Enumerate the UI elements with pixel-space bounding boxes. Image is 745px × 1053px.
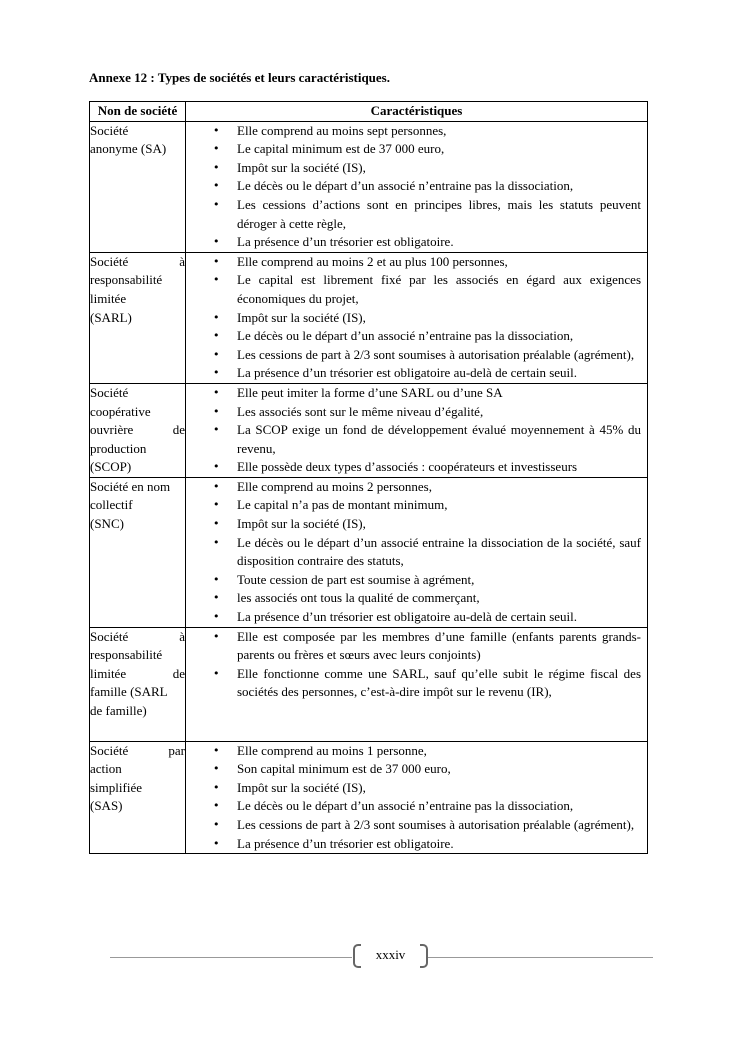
company-name-line: limitée [90, 290, 127, 306]
company-name-line: (SCOP) [90, 459, 132, 475]
characteristics-list [186, 122, 647, 252]
list-item: • Les associés sont sur le même niveau d’égalité, [186, 403, 641, 422]
list-item: • Le décès ou le départ d’un associé n’entraine pas la dissociation, [186, 797, 641, 816]
company-name-cell [90, 477, 186, 627]
company-name-line: (SNC) [90, 516, 124, 532]
footer-rule-right [428, 957, 653, 958]
company-name-cell [90, 121, 186, 252]
list-item: • Impôt sur la société (IS), [186, 515, 641, 534]
list-item: • La présence d’un trésorier est obligatoire au-delà de certain seuil. [186, 608, 641, 627]
list-item: • Toute cession de part est soumise à agrément, [186, 571, 641, 590]
characteristics-list [186, 742, 647, 854]
list-item: • La SCOP exige un fond de développement évalué moyennement à 45% du revenu, [186, 421, 641, 458]
company-name-line: production [90, 440, 147, 456]
table-header-row [90, 102, 648, 122]
characteristics-cell [186, 383, 648, 477]
company-name-line: Société [90, 384, 129, 400]
company-name-line: coopérative [90, 403, 151, 419]
characteristics-list [186, 478, 647, 627]
company-name-line: Société [90, 122, 129, 138]
list-item: • Le décès ou le départ d’un associé n’entraine pas la dissociation, [186, 327, 641, 346]
societies-table [89, 101, 648, 854]
characteristics-cell [186, 477, 648, 627]
company-name-line: (SARL) [90, 309, 132, 325]
table-row [90, 627, 648, 741]
list-item: • Le capital n’a pas de montant minimum, [186, 496, 641, 515]
page-title: Annexe 12 : Types de sociétés et leurs caractéristiques. [89, 70, 390, 85]
table-row [90, 383, 648, 477]
list-item: • Impôt sur la société (IS), [186, 779, 641, 798]
company-name-cell [90, 252, 186, 383]
characteristics-list [186, 628, 647, 702]
list-item: • les associés ont tous la qualité de commerçant, [186, 589, 641, 608]
table-row [90, 477, 648, 627]
company-name-line: limitée de [90, 665, 185, 681]
company-name-line: anonyme (SA) [90, 141, 167, 157]
company-name-line: Société à [90, 628, 185, 644]
page-number: xxxiv [375, 947, 406, 962]
company-name-line: Société à [90, 253, 185, 269]
company-name-line: Société par [90, 742, 185, 758]
list-item: • Les cessions de part à 2/3 sont soumises à autorisation préalable (agrément), [186, 346, 641, 365]
header-company-name: Non de société [90, 102, 186, 122]
characteristics-cell [186, 741, 648, 854]
right-brace-icon [420, 944, 428, 968]
list-item: • Elle comprend au moins 2 personnes, [186, 478, 641, 497]
footer-rule-left [110, 957, 352, 958]
characteristics-list [186, 384, 647, 477]
list-item: • Le capital est librement fixé par les associés en égard aux exigences économiques du projet, [186, 271, 641, 308]
page-footer [110, 944, 653, 970]
list-item: • Son capital minimum est de 37 000 euro, [186, 760, 641, 779]
company-name-line: responsabilité [90, 647, 163, 663]
characteristics-cell [186, 252, 648, 383]
company-name-line: collectif [90, 497, 133, 513]
list-item: • Le décès ou le départ d’un associé n’entraine pas la dissociation, [186, 177, 641, 196]
list-item: • Elle comprend au moins 1 personne, [186, 742, 641, 761]
company-name-line: de famille) [90, 703, 147, 718]
company-name-cell [90, 627, 186, 741]
table-row [90, 741, 648, 854]
header-characteristics: Caractéristiques [186, 102, 648, 122]
company-name-line: simplifiée [90, 779, 142, 795]
list-item: • Elle peut imiter la forme d’une SARL ou d’une SA [186, 384, 641, 403]
list-item: • La présence d’un trésorier est obligatoire. [186, 835, 641, 854]
company-name-line: responsabilité [90, 272, 163, 288]
company-name-line: (SAS) [90, 798, 123, 814]
table-row [90, 252, 648, 383]
characteristics-list [186, 253, 647, 383]
list-item: • Le capital minimum est de 37 000 euro, [186, 140, 641, 159]
list-item: • Impôt sur la société (IS), [186, 159, 641, 178]
list-item: • La présence d’un trésorier est obligatoire. [186, 233, 641, 252]
list-item: • La présence d’un trésorier est obligatoire au-delà de certain seuil. [186, 364, 641, 383]
list-item: • Elle comprend au moins 2 et au plus 100 personnes, [186, 253, 641, 272]
table-row [90, 121, 648, 252]
company-name-line: Société en nom [90, 478, 171, 494]
list-item: • Les cessions de part à 2/3 sont soumises à autorisation préalable (agrément), [186, 816, 641, 835]
list-item: • Elle fonctionne comme une SARL, sauf qu’elle subit le régime fiscal des sociétés des personnes, c’est-à-dire impôt sur le revenu (IR), [186, 665, 641, 702]
company-name-cell [90, 383, 186, 477]
company-name-cell [90, 741, 186, 854]
list-item: • Elle comprend au moins sept personnes, [186, 122, 641, 141]
list-item: • Le décès ou le départ d’un associé entraine la dissociation de la société, sauf disposition contraire des statuts, [186, 534, 641, 571]
list-item: • Elle possède deux types d’associés : coopérateurs et investisseurs [186, 458, 641, 477]
characteristics-cell [186, 121, 648, 252]
company-name-line: ouvrière de [90, 422, 185, 438]
company-name-line: famille (SARL [90, 684, 168, 700]
left-brace-icon [353, 944, 361, 968]
list-item: • Elle est composée par les membres d’une famille (enfants parents grands-parents ou frères et sœurs avec leurs conjoints) [186, 628, 641, 665]
list-item: • Les cessions d’actions sont en principes libres, mais les statuts peuvent déroger à cette règle, [186, 196, 641, 233]
company-name-line: action [90, 761, 122, 777]
characteristics-cell [186, 627, 648, 741]
list-item: • Impôt sur la société (IS), [186, 309, 641, 328]
